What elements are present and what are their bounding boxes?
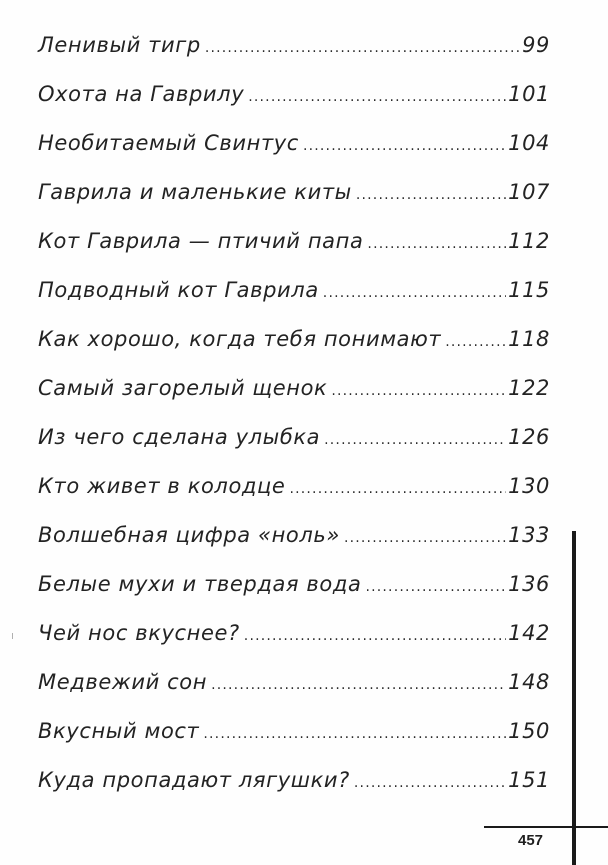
dot-leader: [248, 89, 506, 105]
toc-entry-page: 133: [508, 523, 550, 547]
toc-entry-page: 122: [508, 376, 550, 400]
toc-entry: [38, 425, 550, 474]
toc-entry-page: 99: [522, 33, 550, 57]
dot-leader: [205, 40, 520, 56]
toc-entry: [38, 474, 550, 523]
toc-entry-page: 130: [508, 474, 550, 498]
toc-entry: [38, 33, 550, 82]
toc-entry: [38, 768, 550, 817]
toc-entry-page: 126: [508, 425, 550, 449]
toc-entry-title: Подводный кот Гаврила: [38, 278, 319, 302]
dot-leader: [367, 236, 506, 252]
toc-entry: [38, 180, 550, 229]
toc-entry-title: Медвежий сон: [38, 670, 208, 694]
table-of-contents: [38, 33, 550, 817]
dot-leader: [344, 530, 506, 546]
toc-entry-title: Белые мухи и твердая вода: [38, 572, 362, 596]
toc-entry-page: 112: [508, 229, 550, 253]
toc-entry-title: Вкусный мост: [38, 719, 200, 743]
dot-leader: [203, 726, 506, 742]
dot-leader: [354, 775, 506, 791]
toc-entry-page: 150: [508, 719, 550, 743]
toc-entry-title: Как хорошо, когда тебя понимают: [38, 327, 442, 351]
toc-entry: [38, 327, 550, 376]
toc-entry-title: Самый загорелый щенок: [38, 376, 328, 400]
toc-entry: [38, 621, 550, 670]
toc-entry-page: 118: [508, 327, 550, 351]
toc-entry: [38, 131, 550, 180]
toc-entry-title: Кто живет в колодце: [38, 474, 286, 498]
dot-leader: [289, 481, 506, 497]
toc-entry: [38, 572, 550, 621]
toc-entry-page: 148: [508, 670, 550, 694]
toc-entry-page: 115: [508, 278, 550, 302]
toc-entry: [38, 229, 550, 278]
dot-leader: [323, 285, 506, 301]
vertical-rule: [572, 531, 576, 865]
toc-entry-page: 136: [508, 572, 550, 596]
toc-entry-page: 101: [508, 82, 550, 106]
margin-mark: [12, 633, 13, 639]
toc-entry: [38, 719, 550, 768]
page-number: 457: [518, 832, 544, 849]
toc-entry: [38, 670, 550, 719]
toc-entry-page: 151: [508, 768, 550, 792]
dot-leader: [211, 677, 506, 693]
toc-entry-title: Необитаемый Свинтус: [38, 131, 299, 155]
toc-entry: [38, 523, 550, 572]
dot-leader: [303, 138, 506, 154]
toc-entry-title: Гаврила и маленькие киты: [38, 180, 352, 204]
dot-leader: [324, 432, 506, 448]
dot-leader: [244, 628, 506, 644]
toc-entry: [38, 82, 550, 131]
toc-entry: [38, 278, 550, 327]
dot-leader: [445, 334, 506, 350]
toc-entry-title: Куда пропадают лягушки?: [38, 768, 350, 792]
toc-entry-title: Кот Гаврила — птичий папа: [38, 229, 364, 253]
toc-entry-title: Ленивый тигр: [38, 33, 201, 57]
dot-leader: [331, 383, 506, 399]
toc-entry-page: 107: [508, 180, 550, 204]
dot-leader: [356, 187, 506, 203]
toc-entry-title: Волшебная цифра «ноль»: [38, 523, 340, 547]
toc-entry: [38, 376, 550, 425]
dot-leader: [365, 579, 506, 595]
toc-entry-title: Из чего сделана улыбка: [38, 425, 321, 449]
toc-entry-title: Охота на Гаврилу: [38, 82, 245, 106]
toc-entry-title: Чей нос вкуснее?: [38, 621, 240, 645]
horizontal-rule: [484, 826, 608, 828]
toc-entry-page: 104: [508, 131, 550, 155]
toc-entry-page: 142: [508, 621, 550, 645]
